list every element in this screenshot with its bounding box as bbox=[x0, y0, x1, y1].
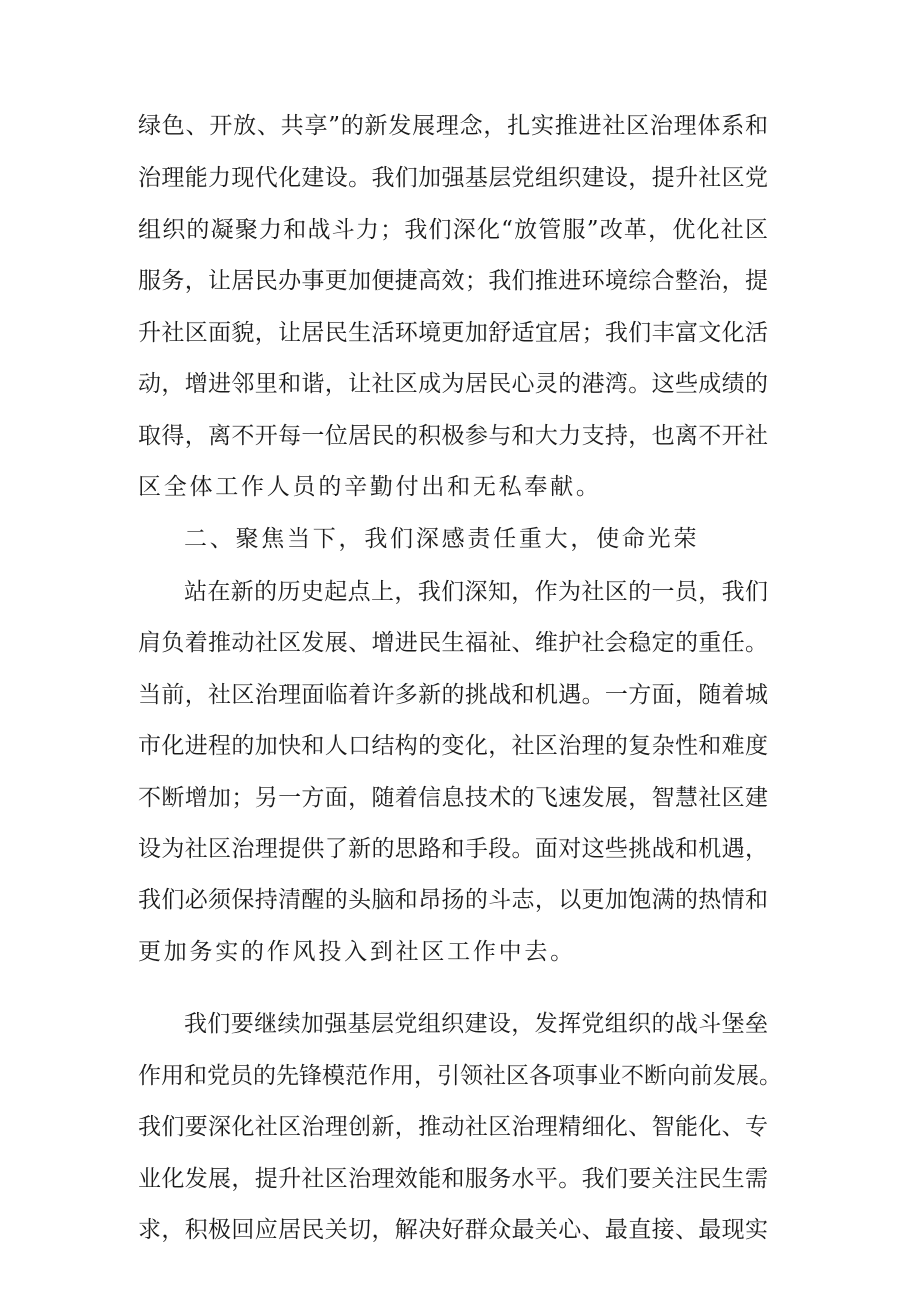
paragraph-line: 当前，社区治理面临着许多新的挑战和机遇。一方面，随着城 bbox=[138, 682, 768, 708]
paragraph-line: 肩负着推动社区发展、增进民生福祉、维护社会稳定的重任。 bbox=[138, 630, 768, 656]
section-heading: 二、聚焦当下，我们深感责任重大，使命光荣 bbox=[184, 526, 700, 552]
paragraph-line: 作用和党员的先锋模范作用，引领社区各项事业不断向前发展。 bbox=[138, 1063, 782, 1089]
paragraph-line: 不断增加；另一方面，随着信息技术的飞速发展，智慧社区建 bbox=[138, 785, 768, 811]
paragraph-line: 服务，让居民办事更加便捷高效；我们推进环境综合整治，提 bbox=[138, 268, 768, 294]
paragraph-line: 市化进程的加快和人口结构的变化，社区治理的复杂性和难度 bbox=[138, 733, 768, 759]
paragraph-line: 区全体工作人员的辛勤付出和无私奉献。 bbox=[138, 474, 602, 500]
paragraph-line: 动，增进邻里和谐，让社区成为居民心灵的港湾。这些成绩的 bbox=[138, 371, 768, 397]
paragraph-line: 我们要继续加强基层党组织建设，发挥党组织的战斗堡垒 bbox=[184, 1011, 768, 1037]
paragraph-line: 治理能力现代化建设。我们加强基层党组织建设，提升社区党 bbox=[138, 165, 768, 191]
paragraph-line: 站在新的历史起点上，我们深知，作为社区的一员，我们 bbox=[184, 579, 768, 605]
paragraph-line: 组织的凝聚力和战斗力；我们深化“放管服”改革，优化社区 bbox=[138, 217, 768, 243]
paragraph-line: 绿色、开放、共享”的新发展理念，扎实推进社区治理体系和 bbox=[138, 113, 768, 139]
paragraph-line: 更加务实的作风投入到社区工作中去。 bbox=[138, 939, 576, 965]
paragraph-line: 我们要深化社区治理创新，推动社区治理精细化、智能化、专 bbox=[138, 1114, 768, 1140]
paragraph-line: 求，积极回应居民关切，解决好群众最关心、最直接、最现实 bbox=[138, 1217, 768, 1243]
paragraph-line: 我们必须保持清醒的头脑和昂扬的斗志，以更加饱满的热情和 bbox=[138, 887, 768, 913]
paragraph-line: 升社区面貌，让居民生活环境更加舒适宜居；我们丰富文化活 bbox=[138, 320, 768, 346]
paragraph-line: 取得，离不开每一位居民的积极参与和大力支持，也离不开社 bbox=[138, 423, 768, 449]
paragraph-line: 业化发展，提升社区治理效能和服务水平。我们要关注民生需 bbox=[138, 1166, 768, 1192]
paragraph-line: 设为社区治理提供了新的思路和手段。面对这些挑战和机遇， bbox=[138, 836, 768, 862]
